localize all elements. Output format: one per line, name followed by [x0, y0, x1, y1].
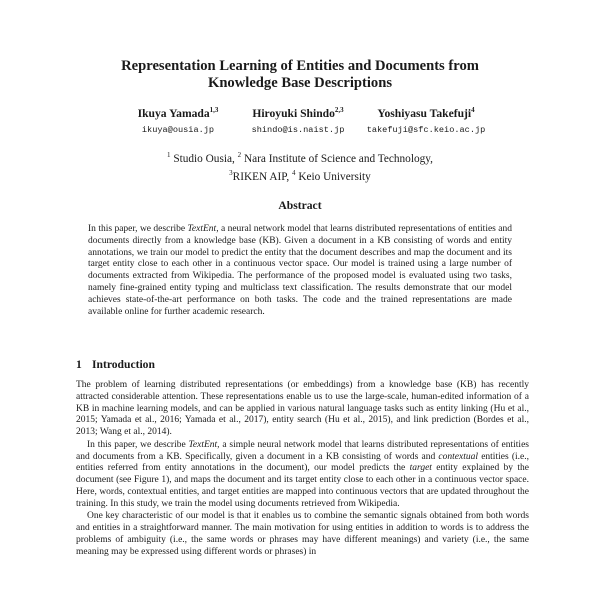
affiliation-line-1: $^1$ Studio Ousia, $^2$ Nara Institute of Science and Technology,: [167, 151, 433, 165]
paragraph-1: The problem of learning distributed representations (or embeddings) from a knowledge base (KB) has recently attracted considerable attention. These representations enable us to use the large-scale, human-edited information of a KB in machine learning models, and can be applied in various natural language tasks such as entity linking (Hu et al., 2015; Yamada et al., 2016; Yamada et al., 2017), entity search (Hu et al., 2015), and link prediction (Bordes et al., 2013; Wang et al., 2014).: [76, 380, 529, 437]
author-3-name: Yoshiyasu Takefuji: [377, 106, 472, 120]
author-1-name: Ikuya Yamada: [137, 106, 210, 120]
author-2-sup: 2,3: [334, 106, 344, 114]
author-1-email: ikuya@ousia.jp: [141, 124, 215, 135]
affiliation-line-2: $^3$RIKEN AIP, $^4$ Keio University: [229, 169, 371, 184]
author-2-name: Hiroyuki Shindo: [252, 106, 335, 120]
author-2-email: shindo@is.naist.jp: [251, 124, 345, 135]
abstract-text: In this paper, we describe TextEnt, a neural network model that learns distributed representations of entities and documents directly from a knowledge base (KB). Given a document in a KB consisting of words and entity annotations, we train our model to predict the entity that the document describes and map the document and its target entity close to each other in a continuous vector space. Our model is trained using a large number of documents extracted from Wikipedia. The performance of the proposed model is evaluated using two tasks, namely fine-grained entity typing and multiclass text classification. The results demonstrate that our model achieves state-of-the-art performance on both tasks. The code and the trained representations are made available online for further academic research.: [88, 224, 512, 317]
paragraph-3: One key characteristic of our model is that it enables us to combine the semantic signals obtained from both words and entities in a straightforward manner. The main motivation for using entities in addition to words is to address the problems of ambiguity (i.e., the same words or phrases may have different meanings) and variety (i.e., the same meaning may be expressed using different words or phrases) in: [76, 511, 529, 557]
author-1: [118, 103, 238, 135]
author-3: [346, 103, 506, 135]
paragraph-2: In this paper, we describe TextEnt, a simple neural network model that learns distributed representations of entities and documents from a KB. Specifically, given a document in a KB consisting of words and contextual entities (i.e., entities referred from entity annotations in the document), our model predicts the target entity explained by the document (see Figure 1), and maps the document and its target entity close to each other in a continuous vector space. Here, words, contextual entities, and target entities are mapped into continuous vectors that are updated throughout the training. In this study, we train the model using documents retrieved from Wikipedia.: [76, 439, 529, 509]
author-3-email: takefuji@sfc.keio.ac.jp: [366, 124, 486, 135]
section-number: 1: [76, 358, 82, 371]
author-1-sup: 1,3: [209, 106, 219, 114]
author-3-sup: 4: [471, 106, 475, 114]
section-heading-introduction: [76, 358, 155, 371]
introduction-body: [76, 380, 529, 558]
title-line-2: Knowledge Base Descriptions: [207, 75, 393, 91]
section-title: Introduction: [92, 358, 155, 371]
affiliations: [60, 148, 540, 185]
title-line-1: Representation Learning of Entities and Documents from: [121, 58, 479, 74]
paper-title: [60, 58, 540, 92]
abstract-heading: Abstract: [278, 199, 322, 212]
